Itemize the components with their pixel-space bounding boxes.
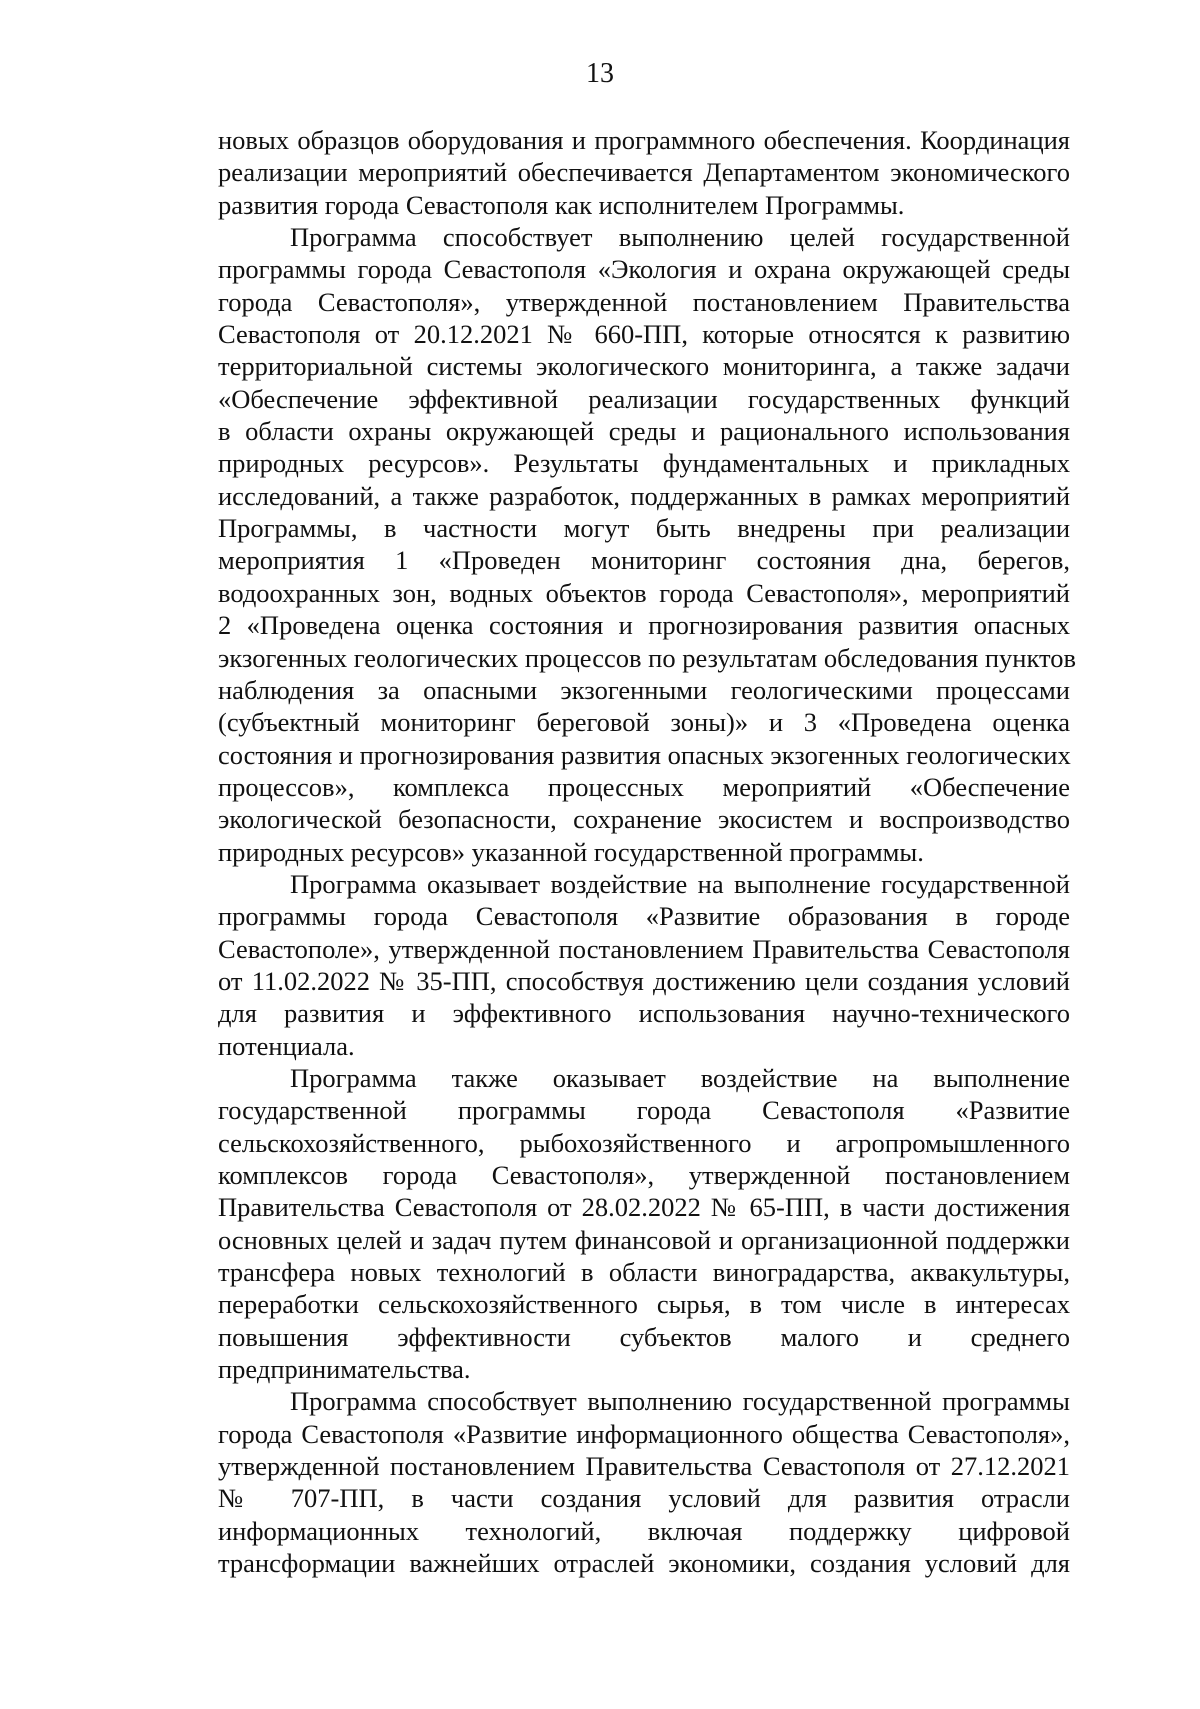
text-line: повышения эффективности субъектов малого и среднего bbox=[218, 1321, 1070, 1352]
page-number: 13 bbox=[586, 58, 614, 89]
text-line: процессов», комплекса процессных мероприятий «Обеспечение bbox=[218, 771, 1070, 802]
text-line: Программа способствует выполнению целей государственной bbox=[290, 222, 1070, 253]
text-line: комплексов города Севастополя», утвержденной постановлением bbox=[218, 1160, 1070, 1190]
text-line: природных ресурсов». Результаты фундаментальных и прикладных bbox=[218, 448, 1070, 479]
text-line: реализации мероприятий обеспечивается Департаментом экономического bbox=[218, 157, 1070, 188]
text-line: исследований, а также разработок, поддержанных в рамках мероприятий bbox=[218, 480, 1070, 511]
text-line: города Севастополя «Развитие информационного общества Севастополя», bbox=[218, 1418, 1070, 1449]
text-line: трансфера новых технологий в области виноградарства, аквакультуры, bbox=[218, 1257, 1070, 1288]
text-line: программы города Севастополя «Развитие образования в городе bbox=[218, 901, 1070, 932]
text-line: территориальной системы экологического мониторинга, а также задачи bbox=[218, 351, 1070, 382]
text-line: информационных технологий, включая поддержку цифровой bbox=[218, 1515, 1070, 1546]
text-line: для развития и эффективного использования научно-технического bbox=[218, 998, 1070, 1029]
text-line: мероприятия 1 «Проведен мониторинг состояния дна, берегов, bbox=[218, 545, 1070, 576]
text-line: программы города Севастополя «Экология и охрана окружающей среды bbox=[218, 254, 1070, 285]
text-line: сельскохозяйственного, рыбохозяйственного и агропромышленного bbox=[218, 1127, 1070, 1158]
text-line: «Обеспечение эффективной реализации государственных функций bbox=[218, 383, 1070, 414]
text-line: города Севастополя», утвержденной постановлением Правительства bbox=[218, 286, 1070, 317]
text-line: утвержденной постановлением Правительства Севастополя от 27.12.2021 bbox=[218, 1451, 1070, 1482]
text-line: водоохранных зон, водных объектов города Севастополя», мероприятий bbox=[218, 577, 1070, 608]
document-body bbox=[218, 124, 1076, 1579]
text-line: государственной программы города Севастополя «Развитие bbox=[218, 1095, 1070, 1126]
text-line: (субъектный мониторинг береговой зоны)» и 3 «Проведена оценка bbox=[218, 707, 1070, 738]
text-line: наблюдения за опасными экзогенными геологическими процессами bbox=[218, 674, 1070, 705]
text-line: предпринимательства. bbox=[218, 1354, 471, 1385]
text-line: природных ресурсов» указанной государственной программы. bbox=[218, 836, 924, 867]
text-line: Севастополе», утвержденной постановлением Правительства Севастополя bbox=[218, 933, 1070, 964]
text-line: Правительства Севастополя от 28.02.2022 № 65-ПП, в части достижения bbox=[218, 1192, 1070, 1223]
text-line: развития города Севастополя как исполнителем Программы. bbox=[218, 189, 905, 220]
text-line: переработки сельскохозяйственного сырья, в том числе в интересах bbox=[218, 1289, 1070, 1320]
text-line: Программа также оказывает воздействие на выполнение bbox=[290, 1062, 1070, 1093]
text-line: экзогенных геологических процессов по результатам обследования пунктов bbox=[218, 642, 1076, 673]
text-line: от 11.02.2022 № 35-ПП, способствуя достижению цели создания условий bbox=[218, 965, 1070, 996]
text-line: Программа способствует выполнению государственной программы bbox=[290, 1386, 1070, 1417]
text-line: № 707-ПП, в части создания условий для развития отрасли bbox=[218, 1483, 1070, 1514]
text-line: Программы, в частности могут быть внедрены при реализации bbox=[218, 513, 1070, 544]
text-line: состояния и прогнозирования развития опасных экзогенных геологических bbox=[218, 739, 1071, 770]
text-line: Севастополя от 20.12.2021 № 660-ПП, которые относятся к развитию bbox=[218, 319, 1070, 350]
text-line: основных целей и задач путем финансовой и организационной поддержки bbox=[218, 1224, 1070, 1255]
text-line: потенциала. bbox=[218, 1030, 355, 1061]
text-line: в области охраны окружающей среды и рационального использования bbox=[218, 416, 1070, 447]
text-line: трансформации важнейших отраслей экономики, создания условий для bbox=[218, 1548, 1070, 1579]
text-line: Программа оказывает воздействие на выполнение государственной bbox=[290, 868, 1070, 899]
text-line: новых образцов оборудования и программного обеспечения. Координация bbox=[218, 125, 1070, 155]
text-line: экологической безопасности, сохранение экосистем и воспроизводство bbox=[218, 804, 1070, 835]
text-line: 2 «Проведена оценка состояния и прогнозирования развития опасных bbox=[218, 610, 1070, 641]
